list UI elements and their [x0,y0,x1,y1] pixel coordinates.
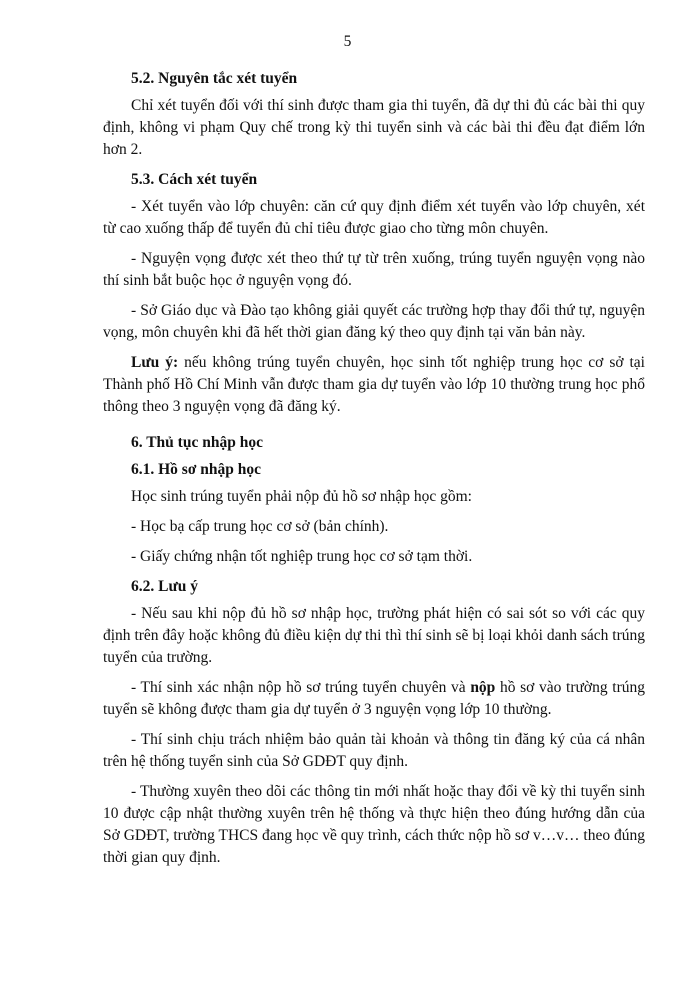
paragraph: - Nếu sau khi nộp đủ hồ sơ nhập học, trường phát hiện có sai sót so với các quy định trên đây hoặc không đủ điều kiện dự thi thì thí sinh sẽ bị loại khỏi danh sách trúng tuyển của trường. [103,605,645,666]
text-run: hồ sơ vào trường trúng tuyển sẽ không được tham gia dự tuyển ở 3 nguyện vọng lớp 10 thường. [103,679,645,718]
note-paragraph [103,352,645,418]
section-heading-5-2: 5.2. Nguyên tắc xét tuyển [131,70,298,87]
paragraph: - Nguyện vọng được xét theo thứ tự từ trên xuống, trúng tuyển nguyện vọng nào thí sinh bắt buộc học ở nguyện vọng đó. [103,250,645,289]
paragraph: - Xét tuyển vào lớp chuyên: căn cứ quy định điểm xét tuyển vào lớp chuyên, xét từ cao xuống thấp để tuyển đủ chỉ tiêu được giao cho từng môn chuyên. [103,198,645,237]
paragraph: Học sinh trúng tuyển phải nộp đủ hồ sơ nhập học gồm: [131,488,472,505]
paragraph: Chỉ xét tuyển đối với thí sinh được tham gia thi tuyển, đã dự thi đủ các bài thi quy định, không vi phạm Quy chế trong kỳ thi tuyển sinh và các bài thi đều đạt điểm lớn hơn 2. [103,97,645,158]
section-heading-6-1: 6.1. Hồ sơ nhập học [131,461,262,478]
page-number: 5 [343,33,352,50]
section-heading-6-2: 6.2. Lưu ý [131,578,199,595]
text-run: - Thí sinh xác nhận nộp hồ sơ trúng tuyển chuyên và [131,679,471,696]
section-heading-6: 6. Thủ tục nhập học [131,434,263,451]
paragraph: - Thí sinh chịu trách nhiệm bảo quản tài khoản và thông tin đăng ký của cá nhân trên hệ thống tuyển sinh của Sở GDĐT quy định. [103,731,645,770]
document-body [103,68,645,877]
paragraph [103,677,645,721]
paragraph: - Thường xuyên theo dõi các thông tin mới nhất hoặc thay đổi về kỳ thi tuyển sinh 10 được cập nhật thường xuyên trên hệ thống và thực hiện theo đúng hướng dẫn của Sở GDĐT, trường THCS đang học về quy trình, cách thức nộp hồ sơ v…v… theo đúng thời gian quy định. [103,783,645,866]
section-heading-5-3: 5.3. Cách xét tuyển [131,171,258,188]
note-text: nếu không trúng tuyển chuyên, học sinh tốt nghiệp trung học cơ sở tại Thành phố Hồ Chí Minh vẫn được tham gia dự tuyển vào lớp 10 thường trung học phổ thông theo 3 nguyện vọng đã đăng ký. [103,354,645,415]
list-item: - Học bạ cấp trung học cơ sở (bản chính). [131,518,389,535]
bold-word: nộp [470,679,496,696]
note-label: Lưu ý: [131,354,179,371]
list-item: - Giấy chứng nhận tốt nghiệp trung học cơ sở tạm thời. [131,548,473,565]
paragraph: - Sở Giáo dục và Đào tạo không giải quyết các trường hợp thay đổi thứ tự, nguyện vọng, môn chuyên khi đã hết thời gian đăng ký theo quy định tại văn bản này. [103,302,645,341]
